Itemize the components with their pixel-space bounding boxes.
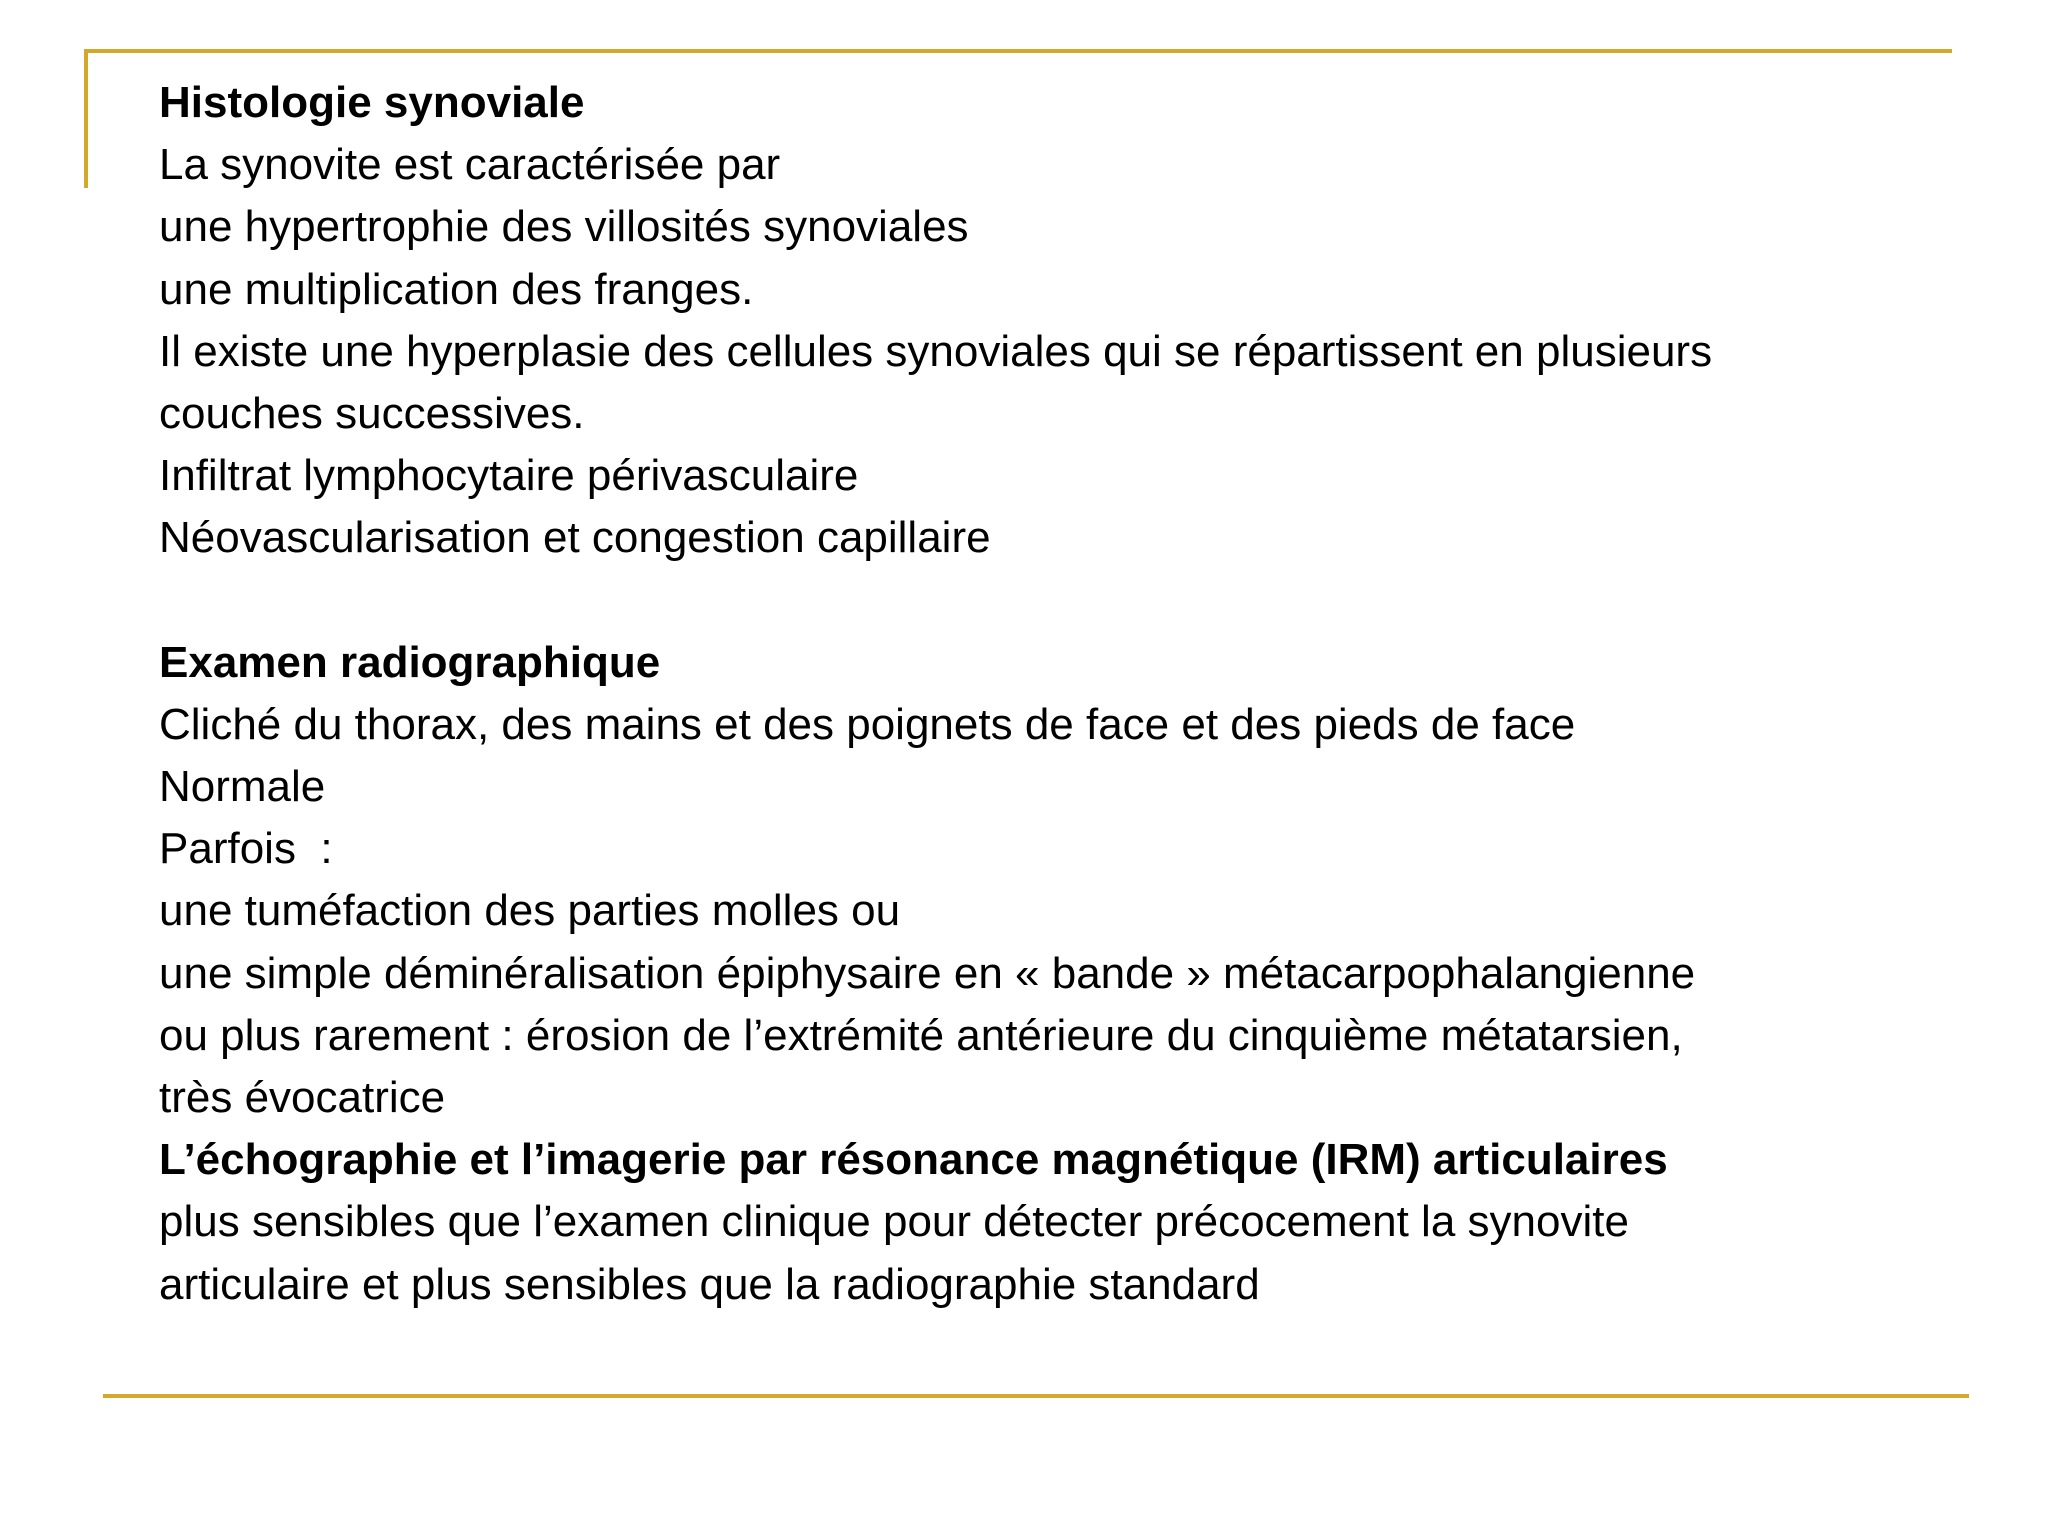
text-line: Cliché du thorax, des mains et des poignets de face et des pieds de face — [159, 699, 1576, 749]
text-line: ou plus rarement : érosion de l’extrémité antérieure du cinquième métatarsien, — [159, 1010, 1683, 1060]
text-line: une hypertrophie des villosités synoviales — [159, 202, 969, 252]
left-rule — [84, 49, 88, 188]
text-line: Infiltrat lymphocytaire périvasculaire — [159, 451, 859, 501]
text-line: Néovascularisation et congestion capillaire — [159, 513, 991, 563]
text-line: plus sensibles que l’examen clinique pour détecter précocement la synovite — [159, 1197, 1629, 1247]
heading-examen-radiographique: Examen radiographique — [159, 637, 661, 687]
text-line: articulaire et plus sensibles que la radiographie standard — [159, 1259, 1260, 1309]
blank-line — [159, 570, 2019, 632]
text-line: Il existe une hyperplasie des cellules synoviales qui se répartissent en plusieurs — [159, 326, 1713, 376]
text-line: une simple déminéralisation épiphysaire en « bande » métacarpophalangienne — [159, 948, 1696, 998]
text-line: Normale — [159, 762, 326, 812]
heading-echographie-irm: L’échographie et l’imagerie par résonance magnétique (IRM) articulaires — [159, 1135, 1668, 1185]
text-line: une multiplication des franges. — [159, 264, 754, 314]
slide-body — [159, 72, 2019, 1316]
text-line: couches successives. — [159, 388, 585, 438]
text-line: Parfois : — [159, 824, 333, 874]
heading-histologie: Histologie synoviale — [159, 78, 585, 127]
text-line: très évocatrice — [159, 1073, 446, 1122]
text-line: La synovite est caractérisée par — [159, 140, 781, 190]
bottom-rule — [103, 1394, 1969, 1398]
top-rule — [84, 49, 1952, 53]
text-line: une tuméfaction des parties molles ou — [159, 886, 901, 936]
